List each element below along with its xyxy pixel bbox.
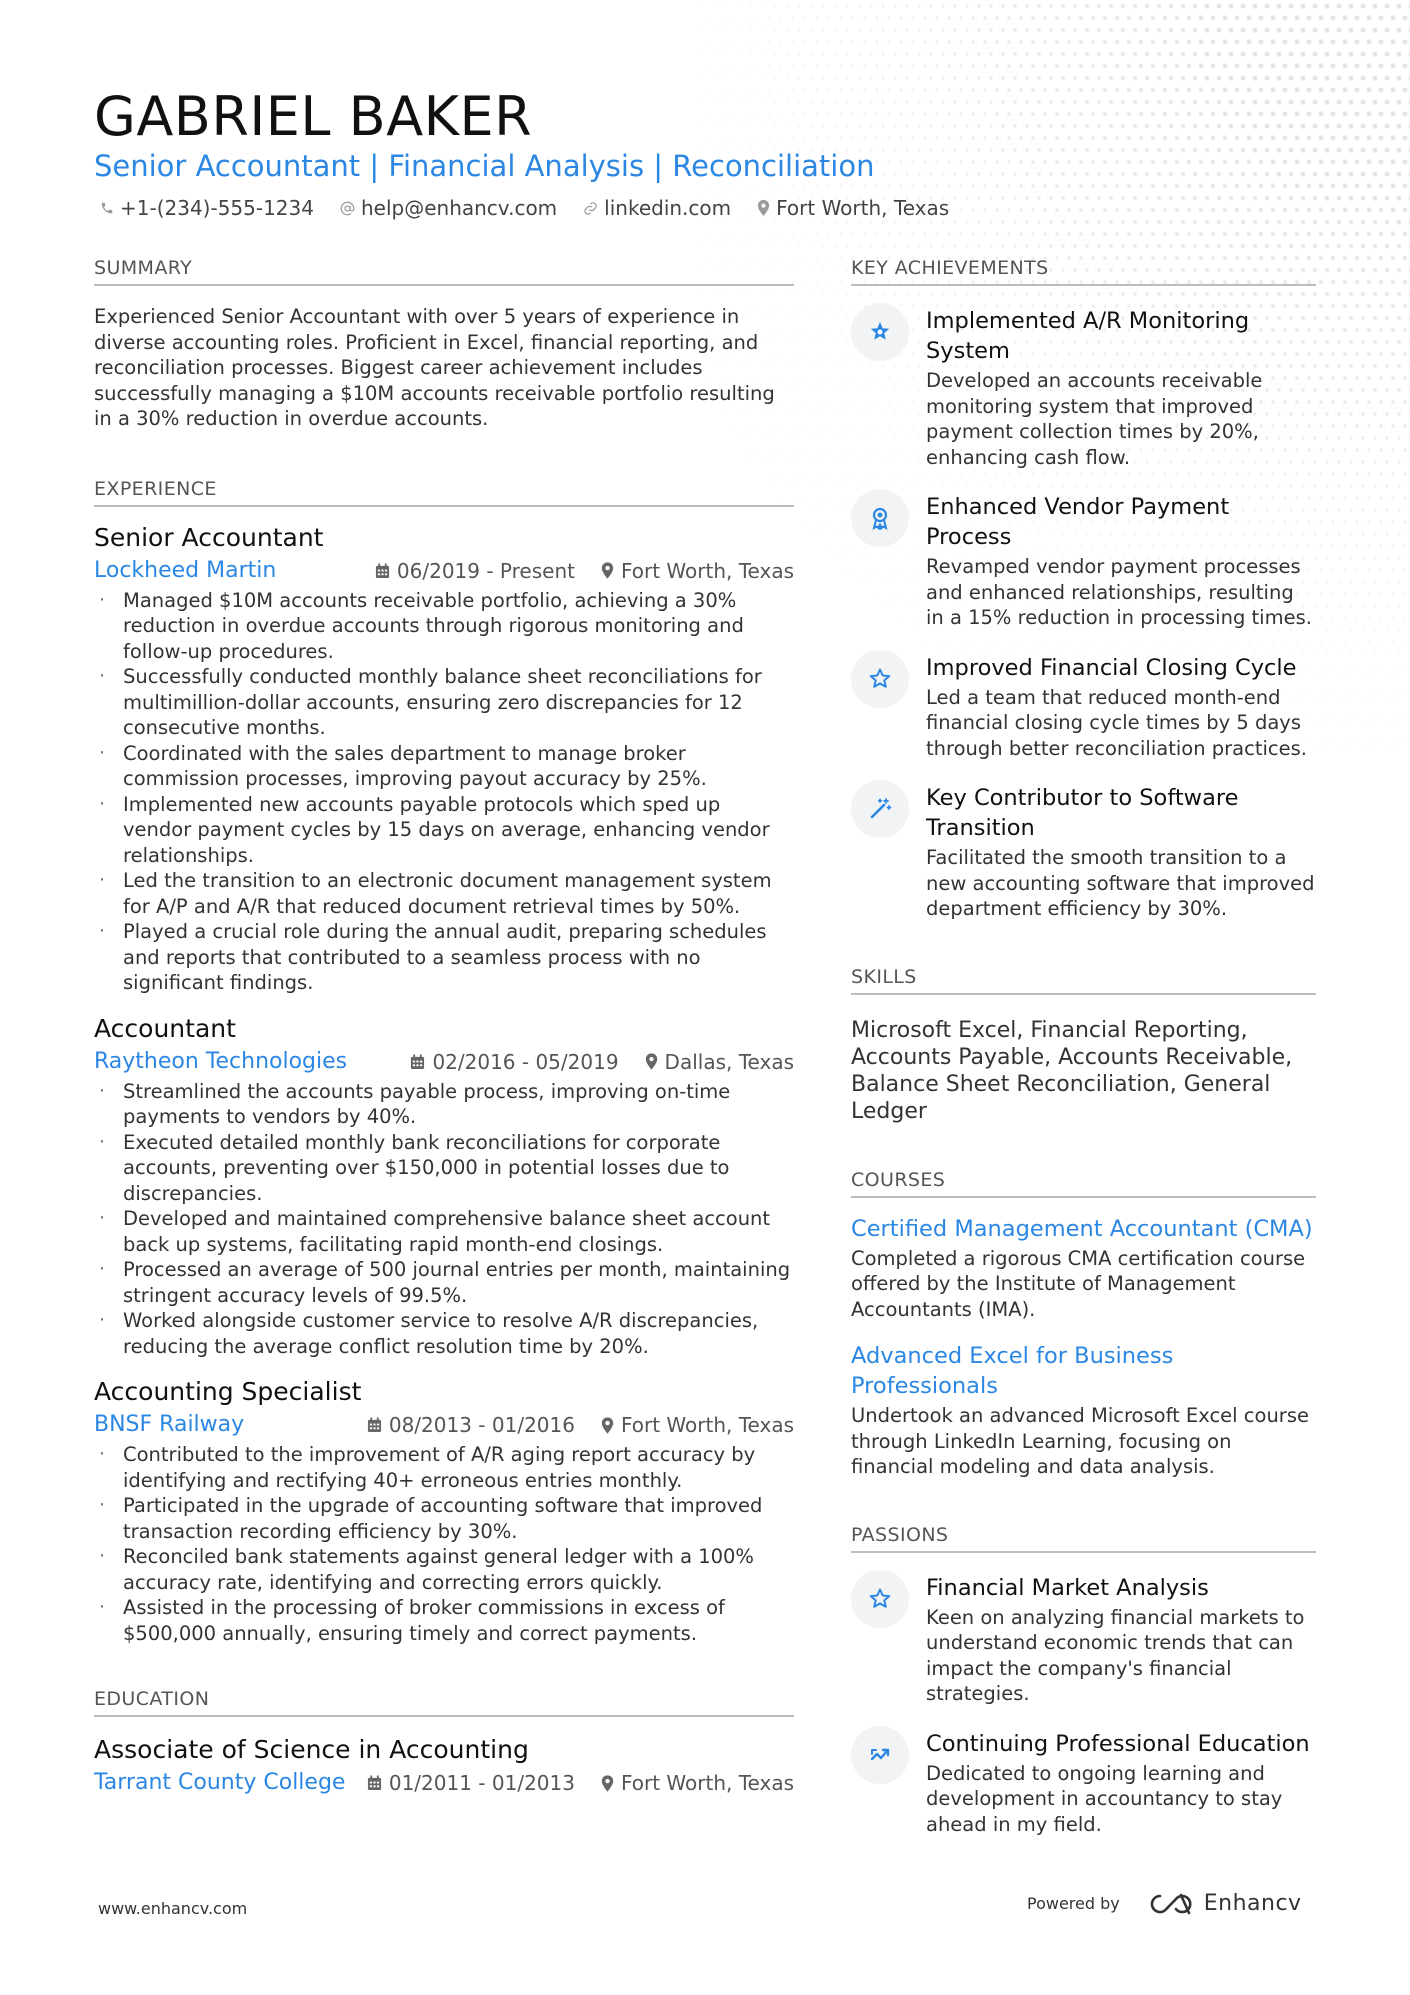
job-location: Dallas, Texas (645, 1050, 794, 1074)
course-title[interactable]: Certified Management Accountant (CMA) (851, 1215, 1313, 1242)
course-desc: Completed a rigorous CMA certification course offered by the Institute of Management Accountants (IMA). (851, 1246, 1306, 1321)
bullet-item: · Processed an average of 500 journal entries per month, maintaining stringent accuracy levels of 99.5%. (94, 1257, 794, 1308)
job-title: Senior Accountant (94, 522, 324, 552)
left-column (94, 255, 794, 1798)
education-meta (94, 1768, 794, 1798)
job-date-location (410, 1050, 794, 1074)
passion-desc: Keen on analyzing financial markets to understand economic trends that can impact the company's financial strategies. (926, 1605, 1305, 1705)
enhancv-logo-icon (1148, 1892, 1194, 1916)
location-pin-icon (645, 1053, 658, 1070)
magic-wand-icon (851, 780, 909, 838)
experience-entry (94, 1012, 794, 1360)
company-name[interactable]: BNSF Railway (94, 1412, 245, 1437)
experience-entry (94, 1375, 794, 1646)
calendar-icon (410, 1054, 425, 1070)
job-dates: 08/2013 - 01/2016 (367, 1413, 575, 1437)
passion-title: Financial Market Analysis (926, 1574, 1209, 1601)
summary-heading: SUMMARY (94, 255, 794, 286)
course-item (851, 1214, 1316, 1323)
right-column (851, 255, 1316, 1837)
achievement-desc: Revamped vendor payment processes and enhanced relationships, resulting in a 15% reduction in processing times. (926, 555, 1312, 629)
bullet-item: · Developed and maintained comprehensive balance sheet account back up systems, facilitating rapid month-end closings. (94, 1206, 794, 1257)
course-desc: Undertook an advanced Microsoft Excel course through LinkedIn Learning, focusing on financial modeling and data analysis. (851, 1404, 1309, 1478)
contact-email[interactable] (340, 196, 557, 220)
bullet-item: · Contributed to the improvement of A/R aging report accuracy by identifying and rectifying 40+ erroneous entries monthly. (94, 1442, 794, 1493)
passion-body (926, 1729, 1316, 1838)
passions-heading: PASSIONS (851, 1522, 1316, 1553)
job-bullets (94, 1079, 794, 1360)
star-icon (851, 650, 909, 708)
calendar-icon (367, 1417, 382, 1433)
achievement-item (851, 653, 1316, 762)
education-heading: EDUCATION (94, 1686, 794, 1717)
email-text: help@enhancv.com (360, 196, 558, 220)
candidate-headline: Senior Accountant | Financial Analysis | Reconciliation (94, 149, 875, 183)
bullet-item: · Participated in the upgrade of accounting software that improved transaction recording efficiency by 30%. (94, 1493, 794, 1544)
star-icon (851, 1570, 909, 1628)
education-entry (94, 1733, 794, 1798)
bullet-item: · Led the transition to an electronic document management system for A/P and A/R that reduced document retrieval times by 50%. (94, 868, 794, 919)
location-pin-icon (757, 200, 770, 216)
bullet-item: · Assisted in the processing of broker commissions in excess of $500,000 annually, ensuring timely and correct payments. (94, 1595, 794, 1646)
location-text: Fort Worth, Texas (776, 196, 950, 220)
star-badge-icon (851, 303, 909, 361)
candidate-name: GABRIEL BAKER (94, 85, 533, 148)
job-dates: 06/2019 - Present (375, 559, 575, 583)
achievement-item (851, 492, 1316, 631)
footer-website[interactable]: www.enhancv.com (98, 1899, 248, 1918)
passion-item (851, 1573, 1316, 1707)
link-icon (583, 201, 598, 216)
course-title[interactable]: Advanced Excel for Business Professionals (851, 1343, 1174, 1399)
degree-title: Associate of Science in Accounting (94, 1735, 529, 1764)
course-item (851, 1341, 1316, 1480)
achievement-item (851, 783, 1316, 922)
job-meta (94, 1410, 794, 1440)
skills-heading: SKILLS (851, 964, 1316, 995)
location-pin-icon (601, 1417, 614, 1434)
courses-heading: COURSES (851, 1167, 1316, 1198)
linkedin-text: linkedin.com (604, 196, 732, 220)
job-meta (94, 1047, 794, 1077)
achievement-desc: Led a team that reduced month-end financial closing cycle times by 5 days through better reconciliation practices. (926, 685, 1307, 760)
contact-location (757, 196, 949, 220)
achievement-title: Enhanced Vendor Payment Process (926, 494, 1230, 550)
bullet-item: · Successfully conducted monthly balance sheet reconciliations for multimillion-dollar accounts, ensuring zero discrepancies for 12 consecutive months. (94, 664, 794, 741)
job-title: Accounting Specialist (94, 1377, 362, 1406)
job-bullets (94, 1442, 794, 1646)
bullet-item: · Executed detailed monthly bank reconciliations for corporate accounts, preventing over $150,000 in potential losses due to discrepancies. (94, 1130, 794, 1207)
job-date-location (375, 559, 794, 583)
passion-title: Continuing Professional Education (926, 1730, 1310, 1757)
education-location: Fort Worth, Texas (601, 1771, 794, 1795)
bullet-item: · Managed $10M accounts receivable portfolio, achieving a 30% reduction in overdue accounts through rigorous monitoring and follow-up procedures. (94, 588, 794, 665)
contact-bar (100, 196, 975, 220)
job-location: Fort Worth, Texas (601, 1413, 794, 1437)
bullet-item: · Worked alongside customer service to resolve A/R discrepancies, reducing the average conflict resolution time by 20%. (94, 1308, 794, 1359)
brand-name: Enhancv (1203, 1891, 1302, 1916)
education-date-location (367, 1771, 794, 1795)
experience-heading: EXPERIENCE (94, 476, 794, 507)
achievement-body (926, 653, 1316, 762)
contact-linkedin[interactable] (583, 196, 731, 220)
at-sign-icon (340, 201, 355, 216)
bullet-item: · Implemented new accounts payable protocols which sped up vendor payment cycles by 15 days on average, enhancing vendor relationships. (94, 792, 794, 869)
location-pin-icon (601, 1775, 614, 1792)
phone-icon (100, 201, 114, 215)
bullet-item: · Reconciled bank statements against general ledger with a 100% accuracy rate, identifying and correcting errors quickly. (94, 1544, 794, 1595)
achievement-title: Implemented A/R Monitoring System (926, 308, 1250, 364)
job-dates: 02/2016 - 05/2019 (410, 1050, 618, 1074)
achievement-desc: Facilitated the smooth transition to a new accounting software that improved department efficiency by 30%. (926, 846, 1315, 920)
summary-text: Experienced Senior Accountant with over 5 years of experience in diverse accounting roles. Proficient in Excel, financial reporting, and reconciliation processes. Biggest career achievement includes successfully managing a $10M accounts receivable portfolio resulting in a 30% reduction in overdue accounts. (94, 305, 775, 430)
skills-text: Microsoft Excel, Financial Reporting, Accounts Payable, Accounts Receivable, Balance Sheet Reconciliation, General Ledger (851, 1017, 1293, 1124)
bullet-item: · Coordinated with the sales department to manage broker commission processes, improving payout accuracy by 25%. (94, 741, 794, 792)
bullet-item: · Played a crucial role during the annual audit, preparing schedules and reports that contributed to a seamless process with no significant findings. (94, 919, 794, 996)
calendar-icon (367, 1775, 382, 1791)
education-dates: 01/2011 - 01/2013 (367, 1771, 575, 1795)
achievement-title: Improved Financial Closing Cycle (926, 654, 1297, 681)
job-meta (94, 556, 794, 586)
job-bullets (94, 588, 794, 996)
job-location: Fort Worth, Texas (601, 559, 794, 583)
achievement-item (851, 306, 1316, 470)
passion-item (851, 1729, 1316, 1838)
contact-phone (100, 196, 314, 220)
company-name[interactable]: Raytheon Technologies (94, 1048, 348, 1074)
phone-text: +1-(234)-555-1234 (120, 196, 314, 220)
achievements-heading: KEY ACHIEVEMENTS (851, 255, 1316, 286)
passion-body (926, 1573, 1316, 1707)
award-ribbon-icon (851, 489, 909, 547)
achievement-desc: Developed an accounts receivable monitoring system that improved payment collection times by 20%, enhancing cash flow. (926, 369, 1263, 469)
powered-by-text: Powered by (1027, 1894, 1120, 1913)
experience-entry (94, 521, 794, 996)
school-name[interactable]: Tarrant County College (94, 1770, 346, 1795)
arrows-icon (851, 1726, 909, 1784)
footer-branding (1027, 1891, 1302, 1916)
passion-desc: Dedicated to ongoing learning and development in accountancy to stay ahead in my field. (926, 1761, 1283, 1836)
calendar-icon (375, 563, 390, 579)
job-title: Accountant (94, 1013, 236, 1043)
location-pin-icon (601, 562, 614, 579)
bullet-item: · Streamlined the accounts payable process, improving on-time payments to vendors by 40%. (94, 1079, 794, 1130)
achievement-body (926, 492, 1316, 631)
job-date-location (367, 1413, 794, 1437)
achievement-title: Key Contributor to Software Transition (926, 785, 1239, 841)
achievement-body (926, 306, 1316, 470)
achievement-body (926, 783, 1316, 922)
company-name[interactable]: Lockheed Martin (94, 557, 277, 583)
